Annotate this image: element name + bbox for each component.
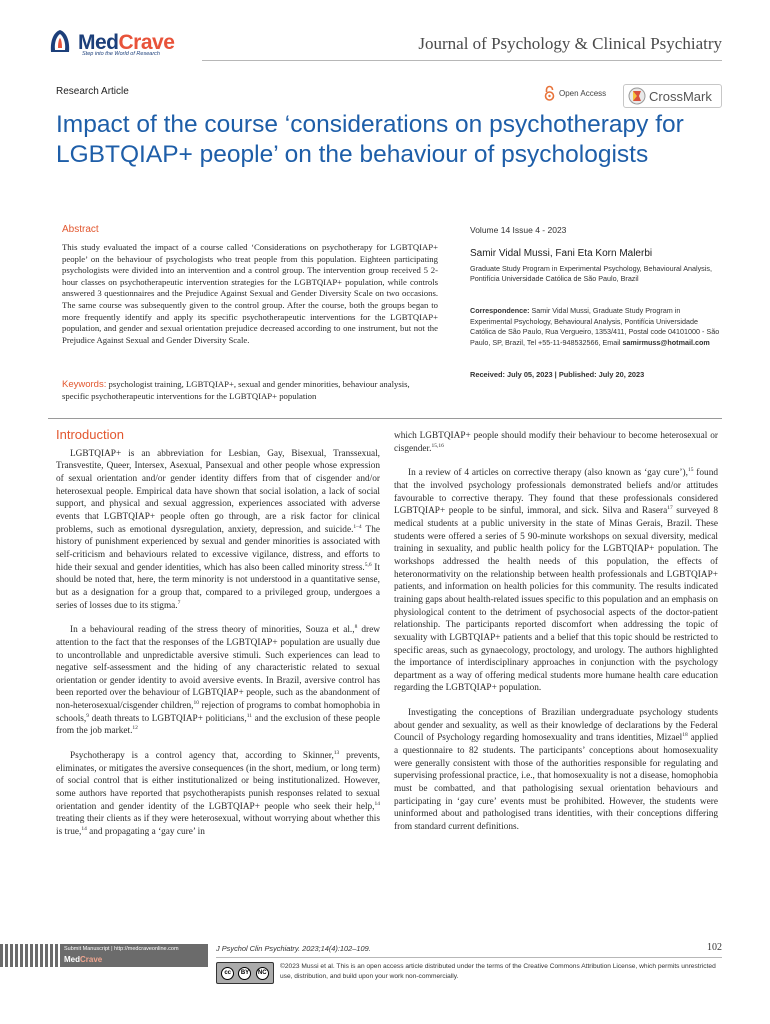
correspondence-email[interactable]: samirmuss@hotmail.com	[622, 337, 710, 347]
license-text: ©2023 Mussi et al. This is an open access article distributed under the terms of the Creative Commons Attribution License, which permits unrestricted use, distribution, and build upon your work non-commercially.	[280, 963, 716, 980]
page-header	[0, 0, 770, 70]
section-divider	[48, 418, 722, 419]
footer-stripes	[0, 944, 60, 967]
body-paragraph: In a review of 4 articles on corrective therapy (also known as ‘gay cure’),$^{15}$ found that the involved psychology professionals demonstrated beliefs and/or attitudes favourable to corrective therapy. They found that these professionals considered LGBTQIAP+ people to be sinful, immoral, and sick. Silva and Rasera$^{17}$ surveyed 8 medical students at a public university in the state of Minas Gerais, Brazil. These students were offered a series of 5 90-minute workshops on sexual diversity, medical training in sexuality, and public health policy for the LGBTQIAP+ population. The workshops addressed the health needs of this population, the effects of heteronormativity on the relationship between health professionals and LGBTQIAP+ patients, and information on health policies for this community. The results indicated training gaps about health-related issues specific to this population and an emphasis on physiological content to the detriment of psychosocial aspects of the doctor-patient relationship. The participants reported discomfort when addressing the topic of sexuality with LGBTQIAP+ patients and a belief that this topic should be restricted to specific areas, such as gynaecology, proctology, and urology. The authors highlighted the importance of interdisciplinary approaches in conjunction with the psychology department as a way of offering medical students more humane health care education regarding the LGBTQIAP+ population.	[394, 467, 718, 694]
keywords-label: Keywords:	[62, 379, 107, 390]
keywords	[62, 379, 438, 402]
body-paragraph: which LGBTQIAP+ people should modify their behaviour to become heterosexual or cisgender.$^{15,16}$	[394, 431, 718, 454]
body-paragraph: Psychotherapy is a control agency that, according to Skinner,$^{13}$ prevents, eliminates, or mitigates the aversive consequences (in the short, medium, or long term) of social control that is either institutionalized or being institutionalized. However, some authors have reported that psychotherapists punish responses related to sexual orientation and gender identity of the LGBTQIAP+ people who seek their help,$^{14}$ treating their clients as if they were heterosexual, without worrying about whether this is true,$^{14}$ and propagating a ‘gay cure’ in	[56, 750, 380, 838]
body-column-left	[56, 427, 380, 851]
dates-separator: |	[554, 370, 557, 379]
body-paragraph: LGBTQIAP+ is an abbreviation for Lesbian, Gay, Bisexual, Transsexual, Transvestite, Queer, Intersex, Asexual, Pansexual and other people whose expression of sexual orientation and/or gender identity differs from that of cisgender and/or heterosexual people. Empirical data have shown that social isolation, a lack of social support, and physical and sexual aggression, experiences associated with adverse events that LGBTQIAP+ people often go through, are a risk factor for clinical problems, such as emotional dysregulation, anxiety, depression, and suicide.$^{1-4}$ The history of punishment experienced by sexual and gender minorities is associated with self-criticism and behaviours related to excessive vigilance, distress, and efforts to hide their sexual and gender identities, which has also been called minority stress.$^{5,6}$ It should be noted that, here, the term minority is not understood in a quantitative sense, but as a designation for a group that, compared to a privileged group, undergoes a series of losses due to its stigma.$^7$	[56, 448, 380, 611]
open-access-badge	[544, 85, 606, 101]
correspondence-label: Correspondence:	[470, 306, 530, 315]
open-access-lock-icon	[544, 85, 555, 101]
introduction-heading: Introduction	[56, 427, 124, 442]
submit-manuscript-banner[interactable]	[0, 944, 208, 967]
logo-text-med: Med	[78, 30, 119, 54]
article-title: Impact of the course ‘considerations on psychotherapy for LGBTQIAP+ people’ on the behaviour of psychologists	[56, 111, 684, 168]
footer-logo: MedCrave	[64, 955, 103, 964]
article-dates	[470, 370, 644, 379]
header-divider	[202, 60, 722, 61]
body-column-right	[394, 430, 718, 846]
received-date: July 05, 2023	[506, 370, 553, 379]
nc-icon: NC	[256, 967, 269, 980]
citation: J Psychol Clin Psychiatry. 2023;14(4):102‒109.	[216, 944, 371, 953]
volume-issue: Volume 14 Issue 4 - 2023	[470, 225, 567, 235]
open-access-label: Open Access	[559, 88, 607, 98]
received-label: Received:	[470, 370, 505, 379]
cc-license-badge[interactable]	[216, 962, 274, 984]
body-paragraph: Investigating the conceptions of Brazilian undergraduate psychology students about gender and sexuality, as well as their knowledge of declarations by the Federal Council of Psychology regarding homosexuality and trans identities, Mizael$^{18}$ applied a questionnaire to 82 students. The participants’ conceptions about homosexuality were generally consistent with those of the authorities responsible for regulating and supervising professional practice, i.e., that homosexuality is not a disease, homophobia must be combatted, and that pathologising sexual orientation behaviours and participating in ‘gay cure’ events must be prohibited. However, the students were uninformed about and pathologised trans identities, with their conceptions differing from standard current definitions.	[394, 708, 718, 833]
crossmark-label: CrossMark	[649, 88, 712, 104]
abstract-heading: Abstract	[62, 224, 99, 235]
affiliation: Graduate Study Program in Experimental Psychology, Behavioural Analysis, Pontifícia Universidade Católica de São Paulo, Brazil	[470, 264, 712, 284]
crossmark-icon	[628, 87, 646, 105]
by-icon: BY	[238, 967, 251, 980]
crossmark-button[interactable]	[623, 84, 722, 108]
logo-tagline: Step into the World of Research	[82, 51, 160, 57]
submit-manuscript-link[interactable]: Submit Manuscript | http://medcraveonline.com	[64, 946, 179, 952]
keywords-text: psychologist training, LGBTQIAP+, sexual and gender minorities, behaviour analysis, specific psychotherapeutic interventions for the LGBTQIAP+ population	[62, 379, 410, 401]
cc-icon: cc	[221, 967, 234, 980]
published-label: Published:	[558, 370, 597, 379]
abstract-text: This study evaluated the impact of a course called ‘Considerations on psychotherapy for LGBTQIAP+ people’ on the behaviour of psychologists who treat people from this population. Eighteen participating psychologists were divided into an intervention and a control group. The intervention group received 5 2-hour classes on psychotherapeutic intervention strategies for the LGBTQIAP+ population, while controls answered 3 questionnaires and the Prejudice Against Sexual and Gender Diversity Scale on two occasions. The same course was subsequently given to the control group. After the course, both the groups began to more frequently identify and apply its specific psychotherapeutic interventions for the LGBTQIAP+ population, and gender and sexual orientation prejudice decreased according to one instrument, but not the Prejudice Against Sexual and Gender Diversity Scale.	[62, 242, 438, 345]
body-paragraph: In a behavioural reading of the stress theory of minorities, Souza et al.,$^8$ drew attention to the fact that the responses of the LGBTQIAP+ population are usually due to uncontrollable and unpredictable aversive stimuli. Such experiences can lead to negative self-assessment and the hiding of any characteristic related to sexual orientation or gender identity to avoid aversive events. In Brazil, aversive control has been reported over the behaviour of LGBTQIAP+ people, such as the abandonment of non-heterosexual/cisgender children,$^{10}$ rejection of programs to combat homophobia in schools,$^9$ death threats to LGBTQIAP+ politicians,$^{11}$ and the exclusion of these people from the job market.$^{12}$	[56, 624, 380, 737]
correspondence	[470, 306, 720, 348]
logo-text-crave: Crave	[118, 30, 175, 54]
journal-title: Journal of Psychology & Clinical Psychiatry	[418, 34, 722, 53]
medcrave-logo-icon	[48, 28, 72, 56]
correspondence-text: Samir Vidal Mussi, Graduate Study Program in Experimental Psychology, Behavioural Analysis, Pontifícia Universidade Católica de São Paulo, Rua Vergueiro, 1353/411, Postal code 04101000 - São Paulo, SP, Brazil, Tel +55-11-948532566, Email	[470, 306, 720, 347]
footer-divider	[216, 957, 722, 958]
published-date: July 20, 2023	[598, 370, 645, 379]
article-type: Research Article	[56, 86, 129, 97]
authors: Samir Vidal Mussi, Fani Eta Korn Malerbi	[470, 248, 653, 259]
page-number: 102	[707, 942, 722, 953]
